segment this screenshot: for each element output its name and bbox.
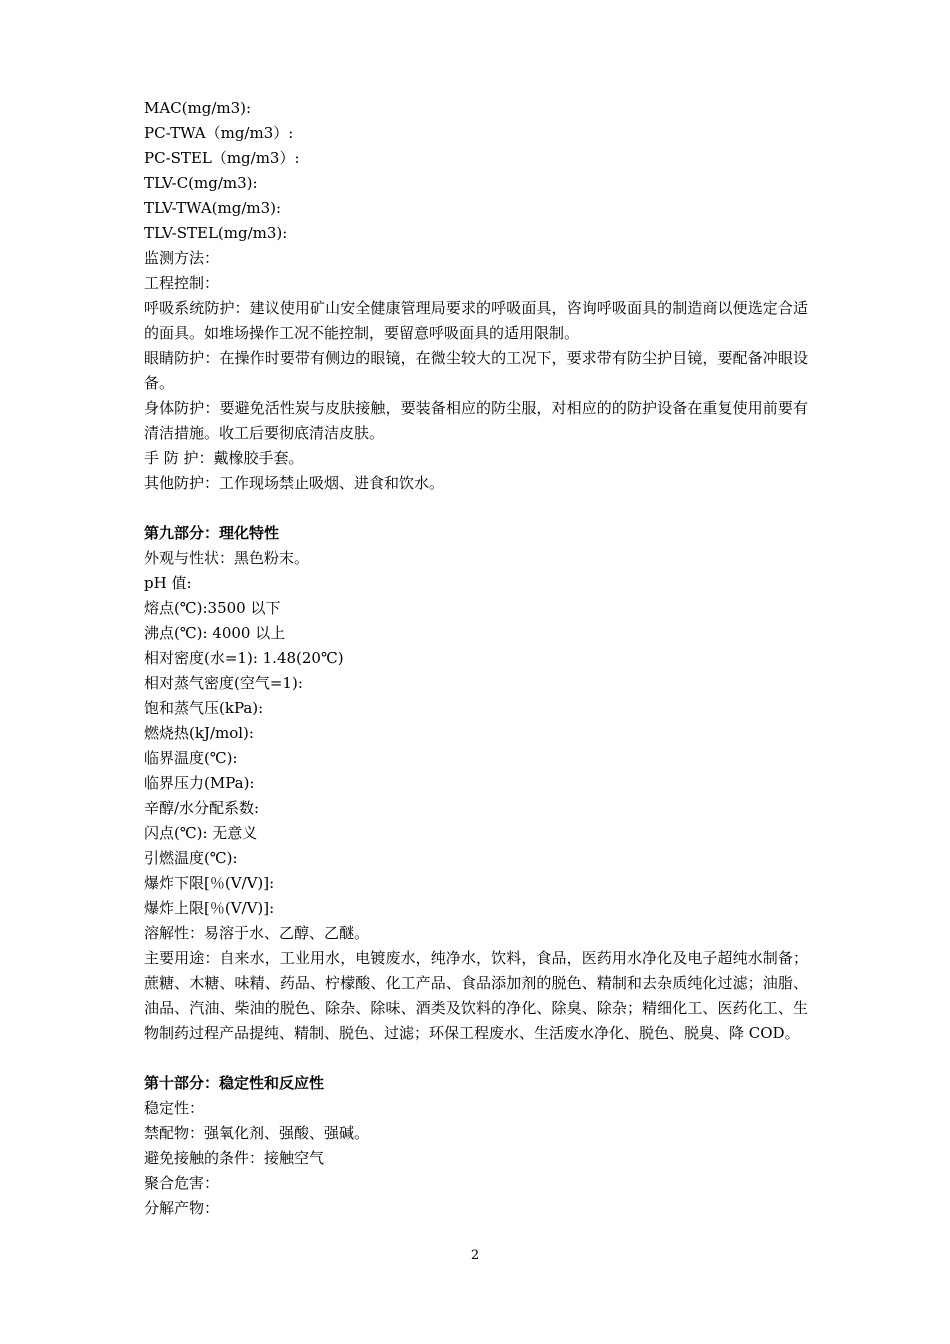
property-vapor-density: 相对蒸气密度(空气=1): [144, 674, 303, 692]
section-10-heading: 第十部分：稳定性和反应性 [144, 1074, 325, 1092]
property-ph: pH 值: [144, 574, 192, 592]
exposure-limit-pc-twa: PC-TWA（mg/m3）: [144, 124, 294, 142]
hand-protection: 手 防 护：戴橡胶手套。 [144, 449, 304, 467]
property-relative-density: 相对密度(水=1): 1.48(20℃) [144, 649, 344, 667]
property-lower-explosive-limit: 爆炸下限[％(V/V)]: [144, 874, 275, 892]
property-upper-explosive-limit: 爆炸上限[％(V/V)]: [144, 899, 275, 917]
exposure-limit-tlv-twa: TLV-TWA(mg/m3): [144, 199, 282, 217]
property-critical-temperature: 临界温度(℃): [144, 749, 238, 767]
document-page [144, 96, 808, 1221]
body-protection: 身体防护：要避免活性炭与皮肤接触，要装备相应的防尘服，对相应的的防护设备在重复使用前要有清洁措施。收工后要彻底清洁皮肤。 [144, 399, 808, 442]
decomposition-products: 分解产物： [144, 1199, 220, 1217]
exposure-limit-tlv-stel: TLV-STEL(mg/m3): [144, 224, 288, 242]
property-critical-pressure: 临界压力(MPa): [144, 774, 255, 792]
property-boiling-point: 沸点(℃): 4000 以上 [144, 624, 286, 642]
polymerization-hazard: 聚合危害： [144, 1174, 220, 1192]
property-melting-point: 熔点(℃):3500 以下 [144, 599, 281, 617]
section-spacer [144, 496, 808, 521]
exposure-limit-tlv-c: TLV-C(mg/m3): [144, 174, 258, 192]
section-8-tail [144, 96, 808, 496]
property-flash-point: 闪点(℃): 无意义 [144, 824, 258, 842]
incompatible-materials: 禁配物：强氧化剂、强酸、强碱。 [144, 1124, 370, 1142]
page-number: 2 [470, 1248, 480, 1263]
exposure-limit-mac: MAC(mg/m3): [144, 99, 252, 117]
eye-protection: 眼睛防护：在操作时要带有侧边的眼镜，在微尘较大的工况下，要求带有防尘护目镜，要配备冲眼设备。 [144, 349, 808, 392]
other-protection: 其他防护：工作现场禁止吸烟、进食和饮水。 [144, 474, 445, 492]
property-main-uses: 主要用途：自来水，工业用水，电镀废水，纯净水，饮料，食品，医药用水净化及电子超纯水制备；蔗糖、木糖、味精、药品、柠檬酸、化工产品、食品添加剂的脱色、精制和去杂质纯化过滤；油脂、油品、汽油、柴油的脱色、除杂、除味、酒类及饮料的净化、除臭、除杂；精细化工、医药化工、生物制药过程产品提纯、精制、脱色、过滤；环保工程废水、生活废水净化、脱色、脱臭、降 COD。 [144, 949, 808, 1042]
property-solubility: 溶解性：易溶于水、乙醇、乙醚。 [144, 924, 370, 942]
conditions-to-avoid: 避免接触的条件：接触空气 [144, 1149, 325, 1167]
property-vapor-pressure: 饱和蒸气压(kPa): [144, 699, 264, 717]
engineering-control: 工程控制： [144, 274, 220, 292]
respiratory-protection: 呼吸系统防护：建议使用矿山安全健康管理局要求的呼吸面具，咨询呼吸面具的制造商以便选定合适的面具。如堆场操作工况不能控制，要留意呼吸面具的适用限制。 [144, 299, 808, 342]
section-9 [144, 521, 808, 1046]
property-partition-coefficient: 辛醇/水分配系数: [144, 799, 260, 817]
exposure-limit-pc-stel: PC-STEL（mg/m3）: [144, 149, 300, 167]
section-9-heading: 第九部分：理化特性 [144, 524, 280, 542]
section-spacer [144, 1046, 808, 1071]
property-appearance: 外观与性状：黑色粉末。 [144, 549, 310, 567]
section-10 [144, 1071, 808, 1221]
monitoring-method: 监测方法： [144, 249, 220, 267]
property-ignition-temperature: 引燃温度(℃): [144, 849, 238, 867]
property-heat-of-combustion: 燃烧热(kJ/mol): [144, 724, 254, 742]
stability: 稳定性： [144, 1099, 205, 1117]
